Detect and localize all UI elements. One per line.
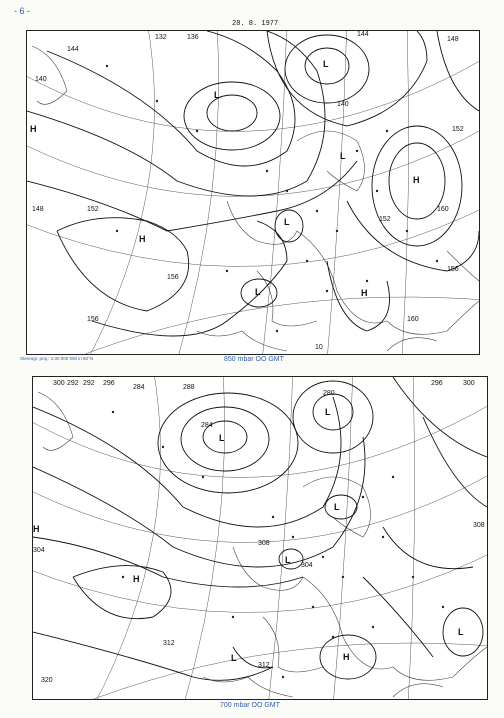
projection-note: Stereogr. proj.: 1:30 000 000 in 60°N [20,356,94,361]
low-center: L [255,287,261,297]
stations [106,65,438,332]
isobar-label: 132 [155,34,167,41]
isobar-label: 320 [41,677,53,684]
low-center: L [214,90,220,100]
page-number: - 6 - [14,6,31,16]
isobar-label: 140 [35,76,47,83]
map-850-svg [27,31,479,354]
high-center: H [133,574,140,584]
isobar-label: 156 [447,266,459,273]
isobar-label: 300 [53,380,65,387]
chart-date: 28. 8. 1977 [232,20,279,28]
isobar-label: 312 [258,662,270,669]
isobar-label: 304 [33,547,45,554]
isobars [27,31,479,336]
graticule [33,377,487,699]
map-caption-850: 850 mbar OO GMT [224,356,284,363]
isobar-label: 308 [473,522,485,529]
isobar-label: 152 [87,206,99,213]
isobar-label: 296 [431,380,443,387]
isobar-label: 292 [67,380,79,387]
isobar-label: 296 [103,380,115,387]
isobar-label: 136 [187,34,199,41]
high-center: H [413,175,420,185]
isobar-label: 10 [315,344,323,351]
map-700-mbar [32,376,488,700]
low-center: L [219,433,225,443]
isobar-label: 288 [183,384,195,391]
isobar-label: 308 [258,540,270,547]
map-700-svg [33,377,487,699]
isobar-label: 152 [379,216,391,223]
isobar-label: 160 [437,206,449,213]
high-center: H [343,652,350,662]
isobars [33,377,487,680]
graticule [27,31,479,354]
map-850-mbar [26,30,480,355]
low-center: L [323,59,329,69]
isobar-label: 284 [201,422,213,429]
low-center: L [285,555,291,565]
isobar-label: 140 [337,101,349,108]
isobar-label: 156 [87,316,99,323]
isobar-label: 280 [323,390,335,397]
isobar-label: 300 [463,380,475,387]
map-caption-700: 700 mbar OO GMT [220,702,280,709]
isobar-label: 148 [447,36,459,43]
stations [112,411,444,678]
high-center: H [30,124,37,134]
high-center: H [139,234,146,244]
isobar-label: 144 [67,46,79,53]
low-center: L [340,151,346,161]
isobar-label: 152 [452,126,464,133]
low-center: L [231,653,237,663]
low-center: L [458,627,464,637]
isobar-label: 144 [357,31,369,38]
isobar-label: 160 [407,316,419,323]
low-center: L [284,217,290,227]
high-center: H [361,288,368,298]
low-center: L [334,502,340,512]
low-center: L [325,407,331,417]
isobar-label: 292 [83,380,95,387]
high-center: H [33,524,40,534]
coastlines [32,46,479,351]
isobar-label: 148 [32,206,44,213]
isobar-label: 312 [163,640,175,647]
isobar-label: 284 [133,384,145,391]
isobar-label: 156 [167,274,179,281]
isobar-label: 304 [301,562,313,569]
